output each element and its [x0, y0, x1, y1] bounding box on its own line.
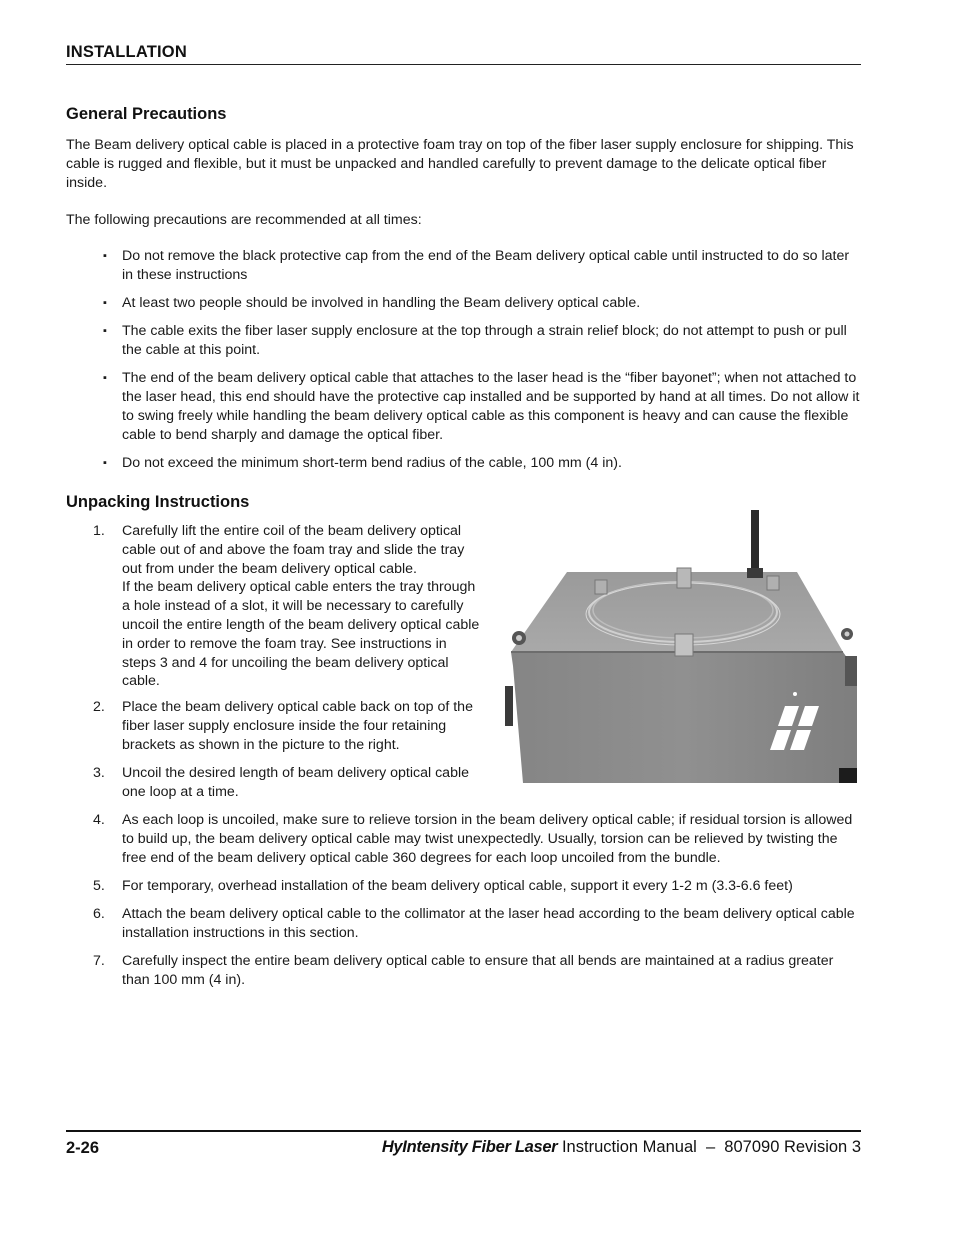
- step-number: 6.: [93, 905, 105, 922]
- list-item: 3. Uncoil the desired length of beam delivery optical cable one loop at a time.: [93, 764, 470, 800]
- bullet-icon: ▪: [103, 372, 107, 385]
- general-intro: The Beam delivery optical cable is placed in a protective foam tray on top of the fiber laser supply enclosure for shipping. This cable is rugged and flexible, but it must be unpacked and handled carefully to prevent damage to the delicate optical fiber inside.: [66, 137, 854, 191]
- footer-rule: [66, 1130, 861, 1132]
- footer-manual-info: [382, 1138, 861, 1157]
- manual-revision: Instruction Manual – 807090 Revision 3: [557, 1138, 861, 1156]
- general-precautions-heading: General Precautions: [66, 105, 227, 123]
- list-item: 4. As each loop is uncoiled, make sure to relieve torsion in the beam delivery optical cable; if residual torsion is allowed to build up, the beam delivery optical cable may twist unexpectedly. Usually, torsion can be relieved by twisting the free end of the beam delivery optical cable 360 degrees for each loop uncoiled from the bundle.: [93, 811, 853, 866]
- list-item: ▪ At least two people should be involved in handling the Beam delivery optical cable.: [103, 294, 641, 311]
- list-item: 1. Carefully lift the entire coil of the beam delivery optical cable out of and above the foam tray and slide the tray out from under the beam delivery optical cable. If the beam delivery optical cable enters the tray through a hole instead of a slot, it will be necessary to carefully uncoil the entire length of the beam delivery optical cable in order to remove the foam tray. See instructions in steps 3 and 4 for uncoiling the beam delivery optical cable.: [93, 523, 480, 690]
- list-item: 7. Carefully inspect the entire beam delivery optical cable to ensure that all bends are maintained at a radius greater than 100 mm (4 in).: [93, 952, 834, 988]
- bullet-icon: ▪: [103, 456, 107, 469]
- step-number: 2.: [93, 699, 105, 716]
- header-rule: [66, 64, 861, 65]
- step-number: 1.: [93, 523, 105, 539]
- step-number: 4.: [93, 811, 105, 828]
- step-number: 5.: [93, 877, 105, 894]
- step-number: 7.: [93, 952, 105, 969]
- bullet-icon: ▪: [103, 325, 107, 338]
- list-item: 6. Attach the beam delivery optical cable to the collimator at the laser head according to the beam delivery optical cable installation instructions in this section.: [93, 905, 855, 941]
- enclosure-photo: [505, 506, 857, 783]
- product-name: HyIntensity Fiber Laser: [381, 1138, 558, 1156]
- cable-strain-relief: [751, 510, 759, 572]
- unpacking-instructions-heading: Unpacking Instructions: [66, 493, 250, 511]
- bullet-icon: ▪: [103, 250, 107, 262]
- step-number: 3.: [93, 764, 105, 781]
- list-item: 5. For temporary, overhead installation of the beam delivery optical cable, support it every 1-2 m (3.3-6.6 feet): [93, 877, 793, 894]
- list-item: ▪ Do not remove the black protective cap from the end of the Beam delivery optical cable until instructed to do so later in these instructions: [103, 248, 850, 283]
- section-title: INSTALLATION: [66, 43, 187, 61]
- enclosure-illustration: [505, 506, 857, 783]
- general-lead: The following precautions are recommended at all times:: [66, 212, 422, 228]
- list-item: ▪ Do not exceed the minimum short-term bend radius of the cable, 100 mm (4 in).: [103, 454, 622, 471]
- list-item: 2. Place the beam delivery optical cable back on top of the fiber laser supply enclosure inside the four retaining brackets as shown in the picture to the right.: [93, 699, 473, 753]
- bullet-icon: ▪: [103, 296, 107, 309]
- list-item: ▪ The cable exits the fiber laser supply enclosure at the top through a strain relief block; do not attempt to push or pull the cable at this point.: [103, 323, 847, 358]
- precautions-list: [66, 247, 861, 482]
- list-item: ▪ The end of the beam delivery optical cable that attaches to the laser head is the “fiber bayonet”; when not attached to the laser head, this end should have the protective cap installed and be supported by hand at all times. Do not allow it to swing freely while handling the beam delivery optical cable as this component is heavy and can cause the flexible cable to bend sharply and damage the optical fiber.: [103, 370, 860, 443]
- page-number: 2-26: [66, 1139, 100, 1157]
